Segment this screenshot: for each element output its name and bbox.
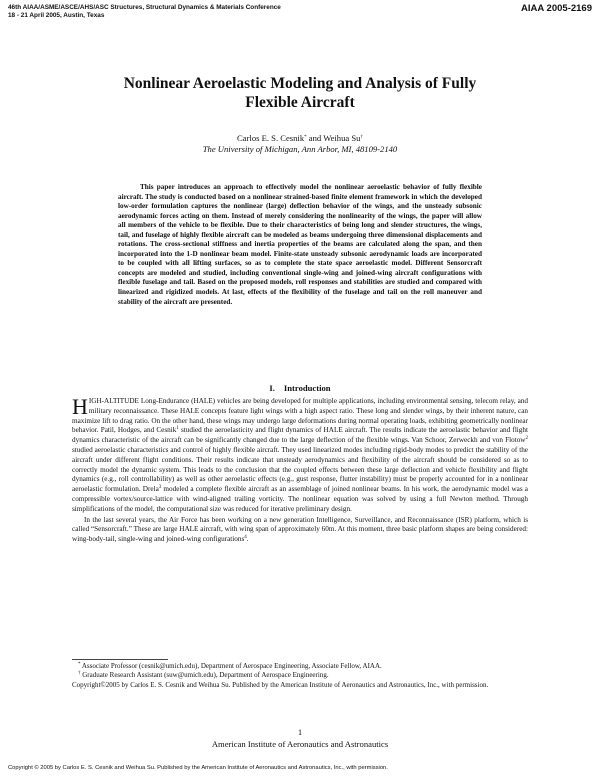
intro-text-1d: modeled a complete flexible aircraft as an assemblage of joined nonlinear beams. In his work, the aerodynamic model was a compressible vortex/source-lattice with wind-aligned trailing vorticity. The nonlinear equation was solved by using a full Newton method. Through simplifications of the model, the computational size was reduced for iterative preliminary design. [72, 485, 528, 513]
intro-text-2a: In the last several years, the Air Force has been working on a new generation Intelligence, Surveillance, and Reconnaissance (ISR) platform, which is called “Sensorcraft.” These are large HALE aircraft, with wing span of approximately 60m. At this moment, three basic platform shapes are being considered: wing-body-tail, single-wing and joined-wing configurations [72, 515, 528, 544]
conference-date-location: 18 - 21 April 2005, Austin, Texas [8, 12, 105, 19]
introduction-body [72, 394, 528, 545]
intro-text-1b: studied the aeroelasticity and flight dynamics of HALE aircraft. The results indicate the aeroelastic behavior and flight dynamics characteristic of the aircraft can be significantly changed due to the large deflection of the flexible wings. Van Schoor, Zerweckh and von Flotow [72, 426, 528, 445]
intro-paragraph-2 [72, 516, 528, 545]
title-line-2: Flexible Aircraft [245, 94, 355, 111]
author-2: Weihua Su [323, 133, 361, 143]
author-1: Carlos E. S. Cesnik [237, 133, 305, 143]
footnote-1 [72, 662, 528, 671]
ref-3: 3 [158, 485, 162, 491]
page-number: 1 [297, 727, 303, 737]
intro-paragraph-1 [72, 394, 528, 515]
conference-header [8, 4, 281, 20]
intro-text-2b: . [246, 535, 249, 544]
paper-number: AIAA 2005-2169 [521, 3, 592, 14]
ref-1: 1 [176, 426, 179, 432]
author-conjunction: and [306, 133, 324, 143]
author-2-mark: † [360, 135, 363, 140]
title-line-1: Nonlinear Aeroelastic Modeling and Analysis of Fully [123, 75, 477, 92]
author-1-mark: * [304, 135, 307, 140]
footer-organization: American Institute of Aeronautics and Astronautics [211, 739, 389, 749]
conference-name: 46th AIAA/ASME/ASCE/AHS/ASC Structures, Structural Dynamics & Materials Conference [8, 4, 281, 11]
footnote-rule [72, 659, 168, 660]
intro-text-1a: IGH-ALTITUDE Long-Endurance (HALE) vehicles are being developed for multiple applications, including environmental sensing, telecom relay, and military reconnaissance. These HALE concepts feature light wings with a high aspect ratio. These long and slender wings, by their inherent nature, can maximize lift to drag ratio. On the other hand, these wings may undergo large deformations during normal operating loads, exhibiting geometrically nonlinear behavior. Patil, Hodges, and Cesnik [72, 397, 528, 435]
ref-2: 2 [525, 436, 528, 442]
intro-text-1c: studied aeroelastic characteristics and control of highly flexible aircraft. They used linearized modes including rigid-body modes to predict the stability of the aircraft under different flight conditions. Their results indicate that unsteady aerodynamics and flexibility of the aircraft should be considered so as to correctly model the dynamic system. This leads to the conclusion that the coupled effects between these large deflection and vehicle flexibility and flight dynamics (e.g., roll controllability) as well as other aeroelastic effects (e.g., gust response, flutter instability) must be properly accounted for in a nonlinear aeroelastic formulation. Drela [72, 445, 528, 494]
drop-cap: H [72, 394, 88, 419]
section-title: Introduction [283, 383, 331, 393]
footer-copyright: Copyright © 2005 by Carlos E. S. Cesnik and Weihua Su. Published by the American Institute of Aeronautics and Astronautics, Inc., with permission. [8, 765, 388, 771]
footnote-2 [72, 671, 528, 680]
footnote-2-text: Graduate Research Assistant (suw@umich.edu), Department of Aerospace Engineering. [80, 671, 329, 680]
paper-title [60, 74, 540, 112]
footnote-1-text: Associate Professor (cesnik@umich.edu), Department of Aerospace Engineering, Associate Fellow, AIAA. [80, 662, 382, 670]
footnote-2-mark: † [78, 671, 81, 677]
copyright-notice: Copyright©2005 by Carlos E. S. Cesnik and Weihua Su. Published by the American Institute of Aeronautics and Astronautics, Inc., with permission. [72, 680, 489, 689]
ref-4: 4 [244, 535, 247, 541]
affiliation: The University of Michigan, Ann Arbor, MI, 48109-2140 [202, 144, 398, 154]
section-number: I. [269, 383, 275, 393]
author-block [60, 133, 540, 155]
author-names [60, 133, 540, 144]
section-heading [0, 383, 600, 393]
footnotes [72, 662, 528, 690]
footnote-1-mark: * [78, 662, 81, 667]
abstract: This paper introduces an approach to effectively model the nonlinear aeroelastic behavior of fully flexible aircraft. The study is conducted based on a nonlinear strained-based finite element framework in which the developed low-order formulation captures the nonlinear (large) deflection behavior of the wings, and the unsteady subsonic aerodynamic forces acting on them. Instead of merely considering the nonlinearity of the wings, the paper will allow all members of the vehicle to be flexible. Due to their characteristics of being long and slender structures, the wings, tail, and fuselage of highly flexible aircraft can be modeled as beams undergoing three dimensional displacements and rotations. The cross-sectional stiffness and inertia properties of the beams are calculated along the span, and then incorporated into the 1-D nonlinear beam model. Finite-state unsteady subsonic aerodynamic loads are incorporated to be coupled with all lifting surfaces, so as to complete the state space aeroelastic model. Different Sensorcraft concepts are modeled and studied, including conventional single-wing and joined-wing aircraft configurations with flexible fuselage and tail. Based on the proposed models, roll responses and stabilities are studied and compared with linearized and rigidized models. At last, effects of the flexibility of the fuselage and tail on the roll maneuver and stability of the aircraft are presented. [118, 183, 482, 306]
